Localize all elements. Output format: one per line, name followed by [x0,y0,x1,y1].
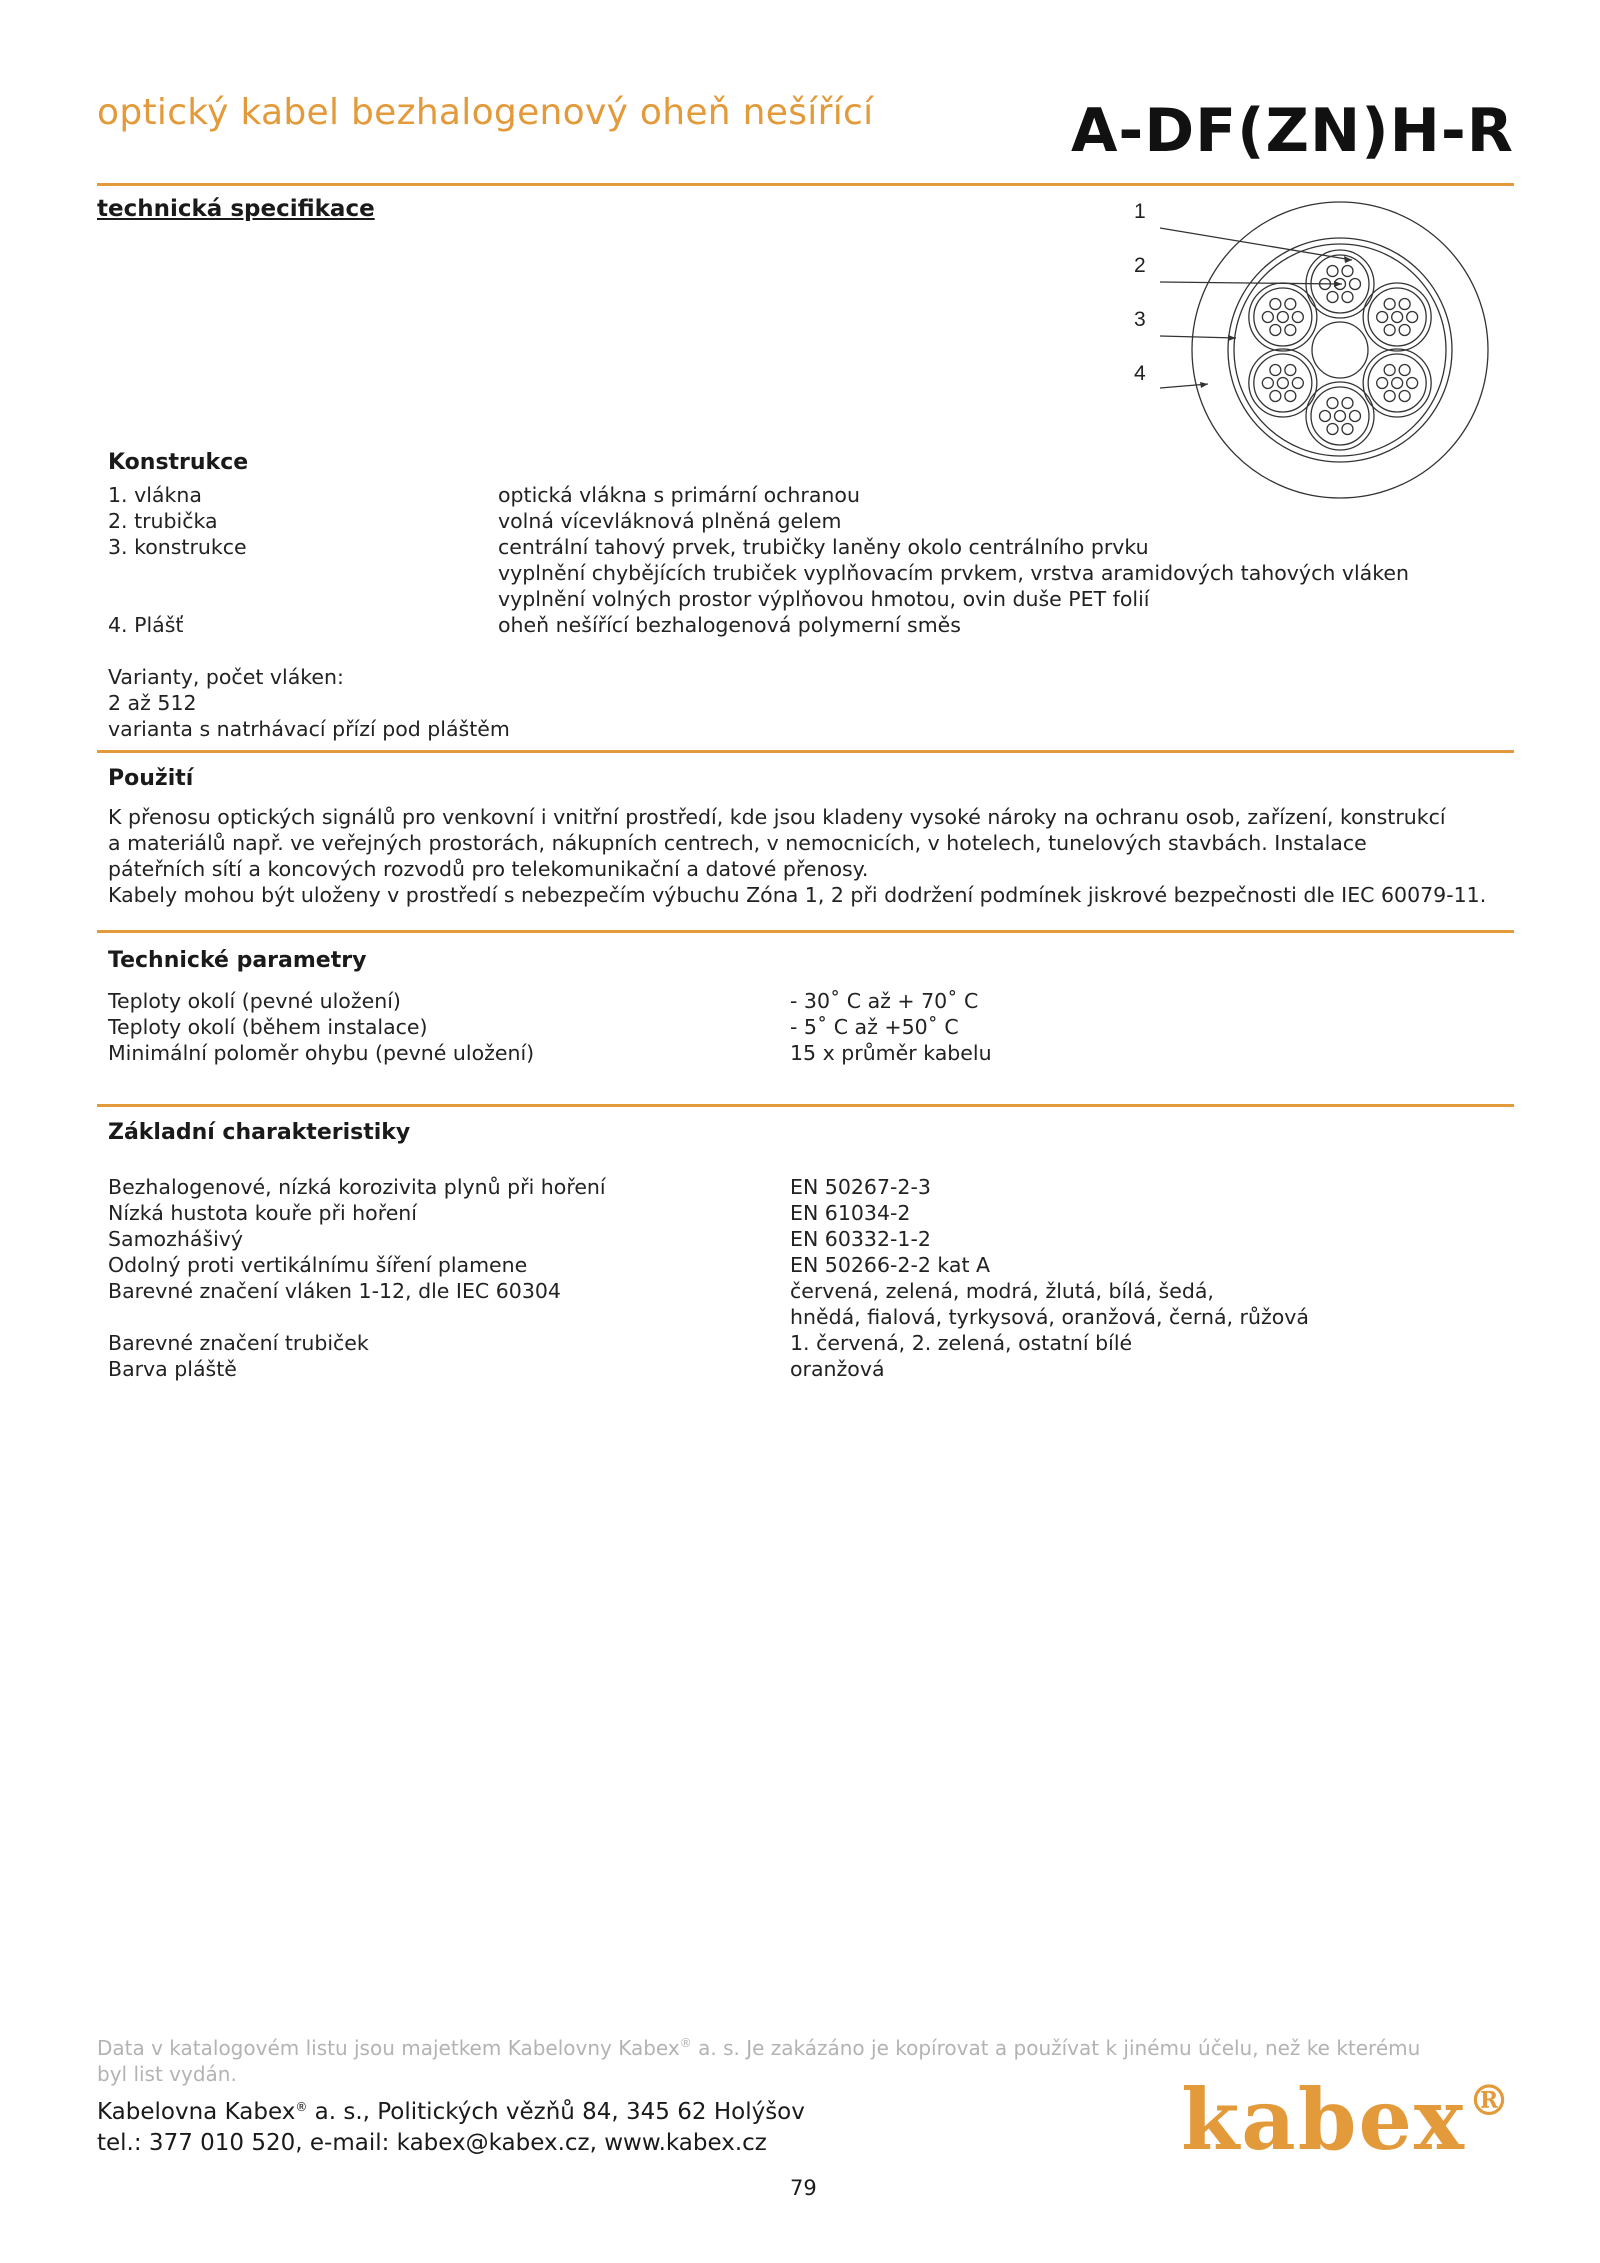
pouziti-text: páteřních sítí a koncových rozvodů pro telekomunikační a datové přenosy. [108,857,869,881]
charakteristiky-title: Základní charakteristiky [108,1120,411,1145]
konstrukce-label: 3. konstrukce [108,535,247,559]
charakteristika-label: Bezhalogenové, nízká korozivita plynů při hoření [108,1175,606,1199]
fibre [1320,411,1331,422]
parametr-label: Teploty okolí (během instalace) [108,1015,428,1039]
fibre [1270,299,1281,310]
diagram-label-3: 3 [1134,308,1146,331]
konstrukce-desc: vyplnění chybějících trubiček vyplňovacím prvkem, vrstva aramidových tahových vláken [498,561,1409,585]
charakteristika-label: Barevné značení vláken 1-12, dle IEC 60304 [108,1279,561,1303]
fibre [1292,312,1303,323]
konstrukce-title: Konstrukce [108,450,249,475]
fibre [1270,365,1281,376]
konstrukce-desc: centrální tahový prvek, trubičky laněny okolo centrálního prvku [498,535,1149,559]
charakteristika-value: EN 50266-2-2 kat A [790,1253,991,1277]
konstrukce-label: 4. Plášť [108,613,184,637]
fibre [1392,312,1403,323]
fibre [1384,324,1395,335]
variants-heading: Varianty, počet vláken: [108,665,344,689]
fibre [1399,365,1410,376]
fibre [1285,299,1296,310]
page-number: 79 [790,2176,817,2200]
fibre [1262,312,1273,323]
parametr-label: Minimální poloměr ohybu (pevné uložení) [108,1041,535,1065]
company-address: Kabelovna Kabex® a. s., Politických vězňů 84, 345 62 Holýšov tel.: 377 010 520, e-mail: kabex@kabex.cz, www.kabex.cz [97,2099,805,2156]
fibre [1262,378,1273,389]
tube-outline [1249,283,1317,351]
fibre [1377,378,1388,389]
parametr-label: Teploty okolí (pevné uložení) [108,989,401,1013]
charakteristika-value: 1. červená, 2. zelená, ostatní bílé [790,1331,1133,1355]
tech-spec-title: technická specifikace [97,196,375,222]
header-divider [97,183,1514,186]
fibre [1342,291,1353,302]
konstrukce-label: 2. trubička [108,509,218,533]
fibre [1327,398,1338,409]
tube-outline [1249,349,1317,417]
charakteristika-value: hnědá, fialová, tyrkysová, oranžová, černá, růžová [790,1305,1309,1329]
charakteristika-label: Samozhášivý [108,1227,244,1251]
diagram-label-1: 1 [1134,200,1146,223]
diagram-label-4: 4 [1134,362,1146,385]
pouziti-title: Použití [108,766,194,791]
fibre [1377,312,1388,323]
fibre [1342,423,1353,434]
konstrukce-desc: vyplnění volných prostor výplňovou hmotou, ovin duše PET folií [498,587,1150,611]
fibre [1335,411,1346,422]
fibre [1407,378,1418,389]
cable-cross-section-icon [1120,188,1540,528]
fibre [1277,378,1288,389]
diagram-label-2: 2 [1134,254,1146,277]
charakteristika-value: EN 60332-1-2 [790,1227,931,1251]
fibre [1277,312,1288,323]
charakteristika-value: červená, zelená, modrá, žlutá, bílá, šedá, [790,1279,1214,1303]
parametr-value: - 30˚ C až + 70˚ C [790,989,979,1013]
contact-line: tel.: 377 010 520, e-mail: kabex@kabex.cz, www.kabex.cz [97,2130,767,2156]
parametr-value: 15 x průměr kabelu [790,1041,992,1065]
parametr-value: - 5˚ C až +50˚ C [790,1015,959,1039]
konstrukce-desc: oheň nešířící bezhalogenová polymerní směs [498,613,961,637]
fibre [1392,378,1403,389]
copyright-note: Data v katalogovém listu jsou majetkem Kabelovny Kabex® a. s. Je zakázáno je kopírovat a používat k jinému účelu, než ke kterému byl list vydán. [97,2036,1421,2086]
fibre [1407,312,1418,323]
fibre [1270,390,1281,401]
fibre [1327,423,1338,434]
kabex-logo: kabex® [1181,2070,1512,2169]
fibre [1350,279,1361,290]
fibre [1327,266,1338,277]
charakteristika-value: EN 50267-2-3 [790,1175,931,1199]
charakteristika-label: Barva pláště [108,1357,237,1381]
fibre [1384,365,1395,376]
charakteristika-label: Odolný proti vertikálnímu šíření plamene [108,1253,528,1277]
charakteristika-label: Nízká hustota kouře při hoření [108,1201,417,1225]
section-divider [97,1104,1514,1107]
fibre [1327,291,1338,302]
pouziti-text: K přenosu optických signálů pro venkovní i vnitřní prostředí, kde jsou kladeny vysoké nároky na ochranu osob, zařízení, konstrukcí [108,805,1446,829]
fibre [1384,299,1395,310]
charakteristika-value: oranžová [790,1357,885,1381]
section-divider [97,750,1514,753]
charakteristika-value: EN 61034-2 [790,1201,911,1225]
variants-option: varianta s natrhávací přízí pod pláštěm [108,717,510,741]
charakteristika-label: Barevné značení trubiček [108,1331,369,1355]
section-divider [97,930,1514,933]
fibre [1342,266,1353,277]
fibre [1350,411,1361,422]
pouziti-text: Kabely mohou být uloženy v prostředí s nebezpečím výbuchu Zóna 1, 2 při dodržení podmínek jiskrové bezpečnosti dle IEC 60079-11. [108,883,1487,907]
fibre [1285,324,1296,335]
konstrukce-label: 1. vlákna [108,483,202,507]
fibre [1384,390,1395,401]
variants-count: 2 až 512 [108,691,197,715]
fibre [1342,398,1353,409]
fibre [1285,390,1296,401]
fibre [1285,365,1296,376]
tube-outline [1363,283,1431,351]
fibre [1399,390,1410,401]
product-code: A-DF(ZN)H-R [1070,96,1514,166]
konstrukce-desc: optická vlákna s primární ochranou [498,483,860,507]
fibre [1399,299,1410,310]
document-subtitle: optický kabel bezhalogenový oheň nešířící [97,92,874,133]
fibre [1292,378,1303,389]
fibre [1399,324,1410,335]
konstrukce-desc: volná vícevláknová plněná gelem [498,509,842,533]
parametry-title: Technické parametry [108,948,367,973]
fibre [1270,324,1281,335]
pouziti-text: a materiálů např. ve veřejných prostorách, nákupních centrech, v nemocnicích, v hotelech, tunelových stavbách. Instalace [108,831,1367,855]
